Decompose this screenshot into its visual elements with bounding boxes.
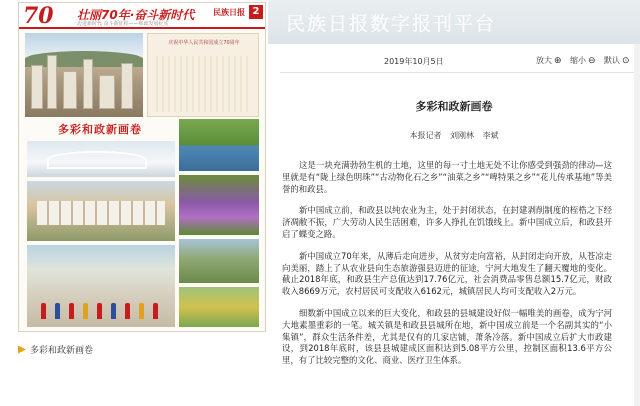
- dancer-figure: [97, 303, 102, 319]
- zoom-in-icon: ⊕: [554, 55, 562, 66]
- newspaper-page-thumbnail[interactable]: [18, 2, 266, 332]
- thumbnail-page-number: 2: [249, 5, 263, 19]
- article-toolbar: [268, 54, 640, 70]
- page-thumbnail-panel: [0, 0, 268, 406]
- arch-shape: [47, 151, 147, 169]
- article-link-label: 多彩和政新画卷: [30, 346, 94, 356]
- dancer-figure: [153, 303, 158, 319]
- dancer-figure: [125, 303, 130, 319]
- village-photo: [27, 181, 175, 241]
- thumbnail-slogan: 壮丽70年·奋斗新时代: [77, 8, 195, 22]
- thumbnail-subtitle: 迈进新时代 奋斗新征程——和政发展纪实: [77, 21, 169, 27]
- zoom-in-button[interactable]: [536, 55, 562, 66]
- terraced-fields-photo: [179, 287, 259, 327]
- stamp-text: 庆祝中华人民共和国成立70周年: [168, 40, 240, 46]
- flower-field-photo: [179, 175, 259, 235]
- city-building: [47, 55, 57, 109]
- city-photo: [25, 33, 143, 117]
- article-body: [282, 160, 612, 377]
- dancer-figure: [83, 303, 88, 319]
- zoom-out-button[interactable]: [570, 55, 596, 66]
- article-paragraph: 这是一块充满勃勃生机的土地，这里的每一寸土地无处不让你感受到强劲的律动—这里就是有“陇上绿色明珠”“古动物化石之乡”“油菜之乡”“啤特果之乡”“花儿传承基地”等美誉的和政县。: [282, 160, 612, 194]
- stamp-pattern: [156, 56, 252, 112]
- dancer-figure: [111, 303, 116, 319]
- thumbnail-header: [19, 3, 266, 29]
- dancer-figure: [41, 303, 46, 319]
- toolbar-divider: [280, 72, 640, 73]
- city-building: [31, 65, 43, 109]
- banner-title: 民族日报数字报刊平台: [286, 13, 497, 35]
- article-link[interactable]: [18, 343, 93, 356]
- thumbnail-70-logo: 70: [23, 3, 54, 29]
- vertical-scrollbar[interactable]: [634, 44, 640, 406]
- article-paragraph: 新中国成立前，和政县以纯农业为主，处于封闭状态，在封建剥削制度的桎梏之下经济凋敝不振，广大劳动人民生活困难，许多人挣扎在饥饿线上。新中国成立后，和政县开启了蝶变之路。: [282, 205, 612, 239]
- site-banner: [268, 0, 640, 44]
- zoom-out-label: 缩小: [570, 56, 586, 65]
- mountain-town-photo: [179, 239, 259, 283]
- city-building: [63, 71, 77, 109]
- thumbnail-paper-name: 民族日报: [213, 8, 245, 17]
- snow-architecture-photo: [27, 141, 175, 177]
- city-building: [83, 59, 93, 109]
- thumbnail-page-title: 多彩和政新画卷: [58, 123, 142, 136]
- zoom-default-button[interactable]: [604, 55, 630, 66]
- zoom-out-icon: ⊖: [588, 55, 596, 66]
- lake-photo: [179, 119, 259, 171]
- zoom-default-label: 默认: [604, 56, 620, 65]
- issue-date: 2019年10月5日: [384, 57, 444, 66]
- zoom-default-icon: ⊙: [622, 55, 630, 66]
- dancer-figure: [69, 303, 74, 319]
- article-title: 多彩和政新画卷: [415, 100, 493, 113]
- folk-dance-photo: [27, 245, 175, 327]
- city-building: [121, 63, 133, 109]
- zoom-in-label: 放大: [536, 56, 552, 65]
- article-paragraph: 新中国成立70年来，从薄后走向进步，从贫穷走向富裕，从封闭走向开放，从苍凉走向美丽，踏上了从农业县向生态旅游强县迈进的征途，宁河大地发生了翻天覆地的变化。截止2018年底，和政县生产总值达到17.76亿元，社会消费品零售总额15.7亿元，财政收入8669万元，农村居民可支配收入6162元，城镇居民人均可支配收入2万元。: [282, 250, 612, 297]
- anniversary-stamp-panel: [147, 33, 259, 117]
- triangle-bullet-icon: [18, 346, 26, 354]
- article-paragraph: 细数新中国成立以来的巨大变化，和政县的县城建设好似一幅唯美的画卷，成为宁河大地素墨重彩的一笔。城关镇是和政县县城所在地，新中国成立前是一个名副其实的“小集镇”，群众生活条件差，尤其是仅有的几家店铺，萧条冷落。新中国成立后扩大市政建设，到2018年底时，该县县城建成区面积达到5.08平方公里，控制区面积13.6平方公里，有了比较完整的文化、商业、医疗卫生体系。: [282, 307, 612, 366]
- article-byline: 本报记者 刘刚林 李斌: [409, 131, 499, 140]
- dancer-figure: [139, 303, 144, 319]
- city-building: [99, 75, 115, 109]
- dancer-figure: [55, 303, 60, 319]
- village-roofs: [37, 201, 165, 225]
